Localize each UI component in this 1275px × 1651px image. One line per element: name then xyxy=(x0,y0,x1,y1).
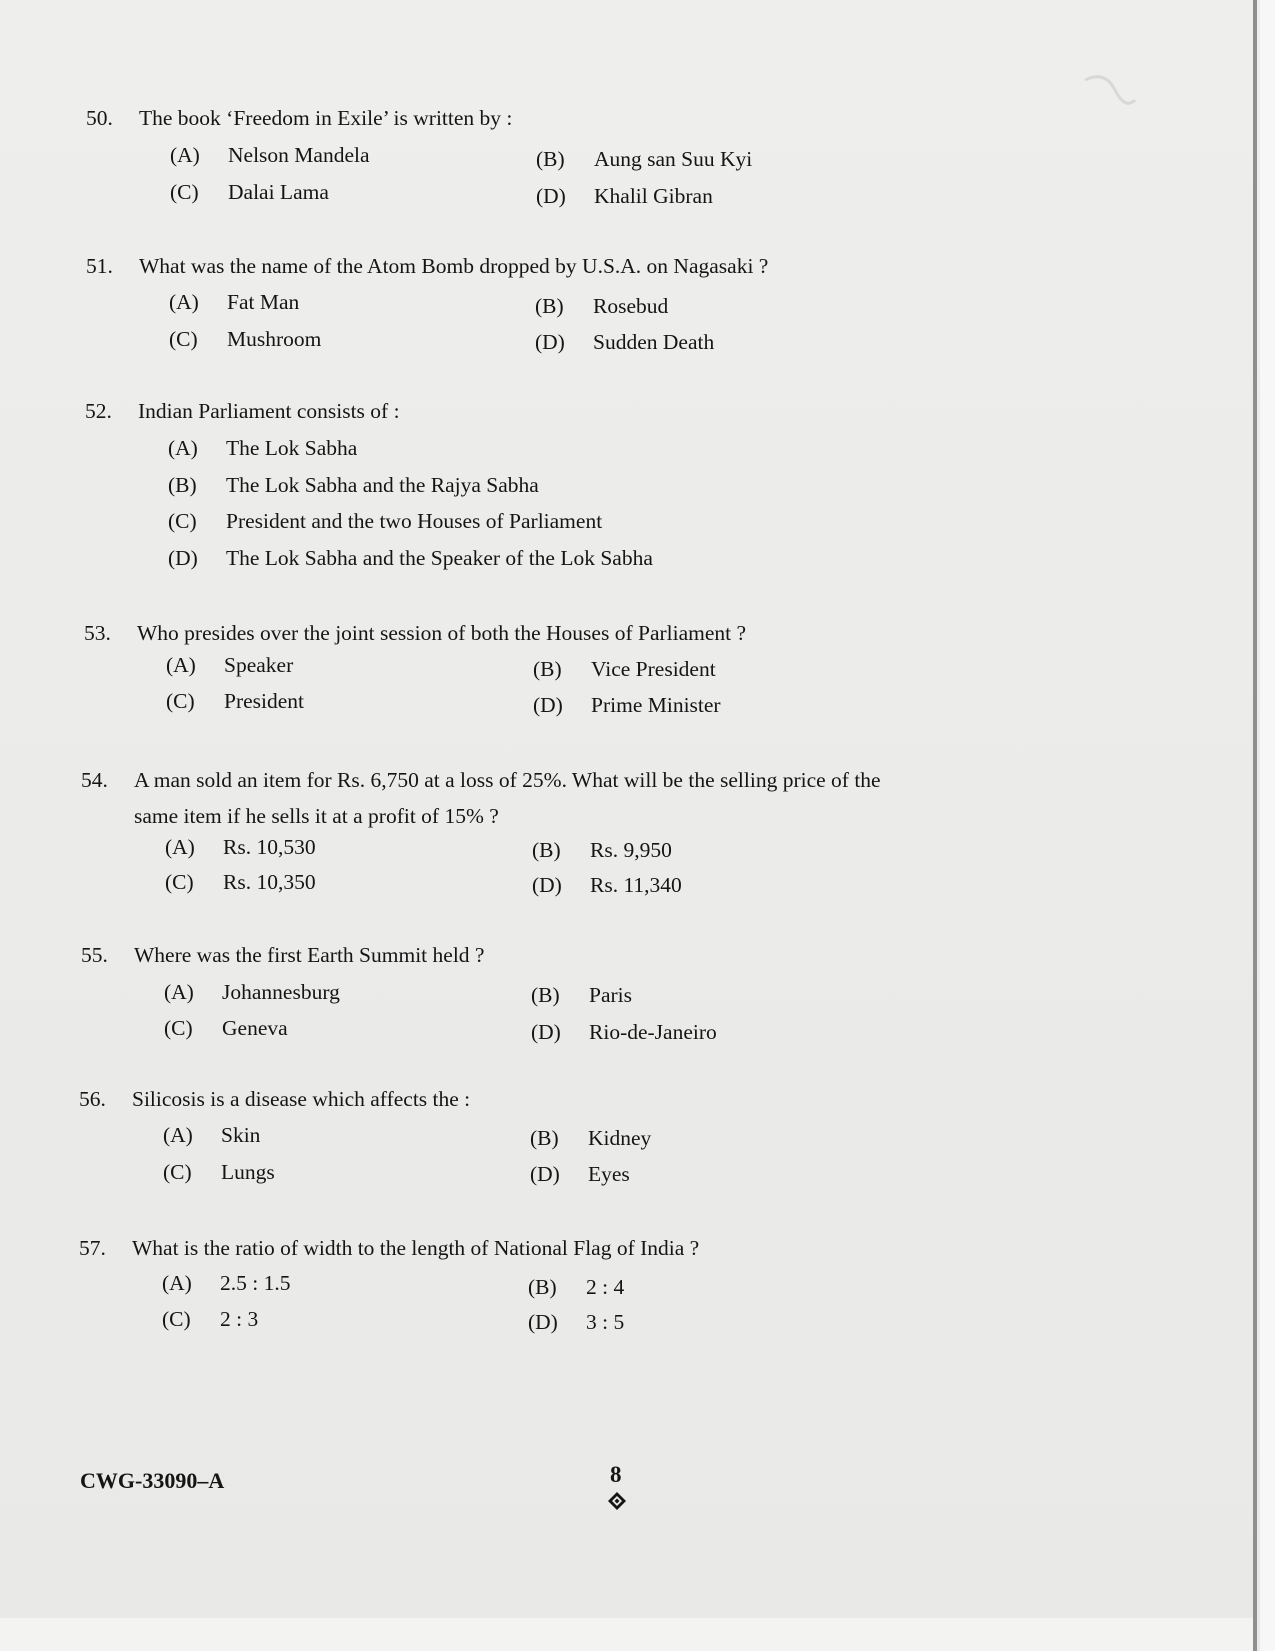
option-label: (D) xyxy=(528,1310,558,1334)
paper-code: CWG-33090–A xyxy=(80,1468,225,1493)
question-stem: Where was the first Earth Summit held ? xyxy=(134,943,485,967)
option-55-b xyxy=(531,983,632,1008)
option-54-d xyxy=(532,873,682,898)
option-text: The Lok Sabha xyxy=(226,436,358,460)
option-label: (C) xyxy=(165,870,194,894)
scan-smudge xyxy=(1080,70,1140,120)
option-54-a xyxy=(165,835,316,860)
option-51-d xyxy=(535,330,714,355)
option-text: 2 : 3 xyxy=(220,1307,259,1331)
option-51-c xyxy=(169,327,321,352)
option-text: Johannesburg xyxy=(222,980,340,1004)
option-label: (D) xyxy=(530,1162,560,1186)
option-52-b xyxy=(168,473,539,498)
option-text: Rosebud xyxy=(593,294,669,318)
option-57-a xyxy=(162,1271,290,1296)
page-number: 8 xyxy=(610,1462,622,1487)
option-label: (D) xyxy=(531,1020,561,1044)
question-number: 51. xyxy=(86,254,113,278)
option-text: Aung san Suu Kyi xyxy=(594,147,753,171)
option-text: The Lok Sabha and the Speaker of the Lok Sabha xyxy=(226,546,653,570)
option-50-b xyxy=(536,147,752,172)
option-label: (B) xyxy=(531,983,560,1007)
option-57-d xyxy=(528,1310,624,1335)
diamond-icon xyxy=(607,1491,627,1511)
option-text: Dalai Lama xyxy=(228,180,329,204)
option-label: (D) xyxy=(532,873,562,897)
option-label: (A) xyxy=(165,835,195,859)
option-text: Rs. 10,530 xyxy=(223,835,316,859)
option-53-d xyxy=(533,693,721,718)
option-text: Skin xyxy=(221,1123,261,1147)
option-text: President and the two Houses of Parliament xyxy=(226,509,603,533)
option-label: (B) xyxy=(168,473,197,497)
option-53-a xyxy=(166,653,293,678)
question-stem: Indian Parliament consists of : xyxy=(138,399,400,423)
option-50-d xyxy=(536,184,713,209)
option-text: 2.5 : 1.5 xyxy=(220,1271,291,1295)
option-label: (D) xyxy=(533,693,563,717)
option-text: Rs. 10,350 xyxy=(223,870,316,894)
option-56-b xyxy=(530,1126,651,1151)
option-55-d xyxy=(531,1020,717,1045)
option-52-d xyxy=(168,546,653,571)
page-edge-shadow xyxy=(1253,0,1257,1651)
option-label: (C) xyxy=(164,1016,193,1040)
option-text: 2 : 4 xyxy=(586,1275,625,1299)
option-51-a xyxy=(169,290,299,315)
option-text: Prime Minister xyxy=(591,693,721,717)
question-number: 54. xyxy=(81,768,108,792)
option-label: (B) xyxy=(536,147,565,171)
question-number: 57. xyxy=(79,1236,106,1260)
option-52-c xyxy=(168,509,602,534)
option-label: (A) xyxy=(162,1271,192,1295)
option-label: (C) xyxy=(168,509,197,533)
option-51-b xyxy=(535,294,668,319)
option-text: Fat Man xyxy=(227,290,300,314)
option-text: Vice President xyxy=(591,657,716,681)
option-text: Geneva xyxy=(222,1016,288,1040)
question-stem: What is the ratio of width to the length of National Flag of India ? xyxy=(132,1236,700,1260)
option-53-c xyxy=(166,689,304,714)
bottom-margin xyxy=(0,1618,1253,1651)
option-text: Sudden Death xyxy=(593,330,715,354)
option-label: (B) xyxy=(535,294,564,318)
option-label: (A) xyxy=(168,436,198,460)
option-54-c xyxy=(165,870,316,895)
option-54-b xyxy=(532,838,672,863)
question-number: 53. xyxy=(84,621,111,645)
option-label: (A) xyxy=(170,143,200,167)
option-label: (D) xyxy=(536,184,566,208)
option-55-c xyxy=(164,1016,288,1041)
option-50-c xyxy=(170,180,329,205)
question-stem: Who presides over the joint session of both the Houses of Parliament ? xyxy=(137,621,747,645)
question-number: 50. xyxy=(86,106,113,130)
option-label: (A) xyxy=(163,1123,193,1147)
option-57-b xyxy=(528,1275,624,1300)
question-stem: The book ‘Freedom in Exile’ is written by : xyxy=(139,106,513,130)
question-number: 52. xyxy=(85,399,112,423)
option-label: (B) xyxy=(530,1126,559,1150)
option-label: (C) xyxy=(170,180,199,204)
option-text: 3 : 5 xyxy=(586,1310,625,1334)
option-text: Rio-de-Janeiro xyxy=(589,1020,717,1044)
option-57-c xyxy=(162,1307,258,1332)
question-stem: A man sold an item for Rs. 6,750 at a loss of 25%. What will be the selling price of the xyxy=(134,768,881,792)
option-label: (C) xyxy=(169,327,198,351)
option-text: President xyxy=(224,689,305,713)
option-text: Khalil Gibran xyxy=(594,184,713,208)
option-label: (B) xyxy=(532,838,561,862)
option-text: Paris xyxy=(589,983,632,1007)
option-label: (C) xyxy=(163,1160,192,1184)
option-text: Eyes xyxy=(588,1162,630,1186)
option-52-a xyxy=(168,436,357,461)
option-label: (B) xyxy=(528,1275,557,1299)
option-text: Lungs xyxy=(221,1160,275,1184)
option-label: (D) xyxy=(168,546,198,570)
option-53-b xyxy=(533,657,716,682)
option-56-a xyxy=(163,1123,260,1148)
option-label: (A) xyxy=(164,980,194,1004)
question-number: 56. xyxy=(79,1087,106,1111)
option-text: Nelson Mandela xyxy=(228,143,370,167)
option-label: (B) xyxy=(533,657,562,681)
option-text: Mushroom xyxy=(227,327,322,351)
question-stem: Silicosis is a disease which affects the : xyxy=(132,1087,471,1111)
option-text: Rs. 9,950 xyxy=(590,838,672,862)
option-label: (C) xyxy=(166,689,195,713)
option-text: Speaker xyxy=(224,653,294,677)
option-label: (C) xyxy=(162,1307,191,1331)
option-55-a xyxy=(164,980,340,1005)
option-text: The Lok Sabha and the Rajya Sabha xyxy=(226,473,539,497)
option-text: Kidney xyxy=(588,1126,652,1150)
option-label: (A) xyxy=(169,290,199,314)
option-50-a xyxy=(170,143,370,168)
option-label: (A) xyxy=(166,653,196,677)
option-text: Rs. 11,340 xyxy=(590,873,682,897)
question-stem-continued: same item if he sells it at a profit of 15% ? xyxy=(134,804,499,828)
option-label: (D) xyxy=(535,330,565,354)
option-56-c xyxy=(163,1160,275,1185)
option-56-d xyxy=(530,1162,630,1187)
question-stem: What was the name of the Atom Bomb dropped by U.S.A. on Nagasaki ? xyxy=(139,254,769,278)
question-number: 55. xyxy=(81,943,108,967)
scanner-margin xyxy=(1260,0,1275,1651)
